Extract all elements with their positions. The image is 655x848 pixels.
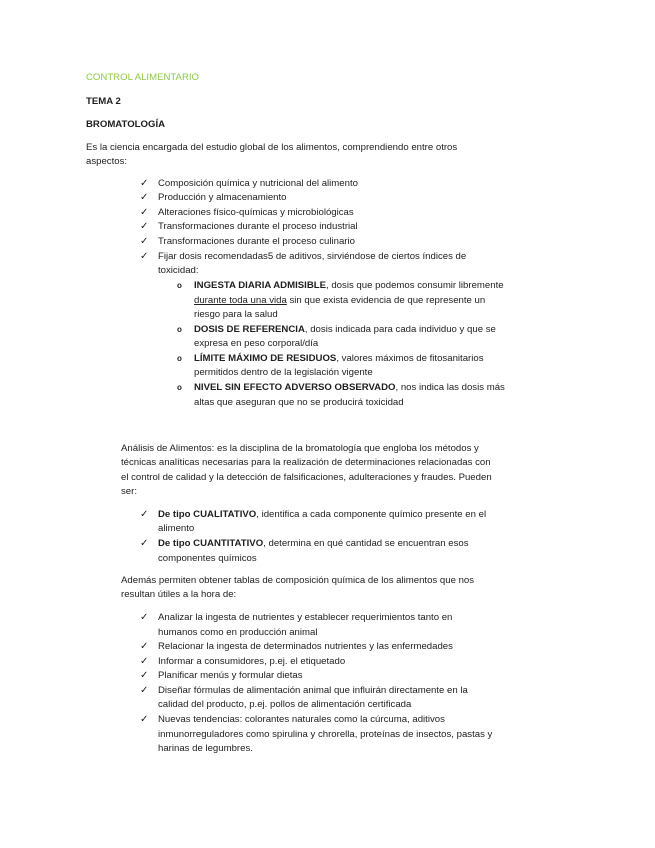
- aspect-item: Composición química y nutricional del alimento: [158, 178, 358, 189]
- index-noael: NIVEL SIN EFECTO ADVERSO OBSERVADO, nos indica las dosis más: [194, 382, 505, 393]
- bullet-icon: o: [177, 354, 182, 363]
- check-icon: ✓: [140, 714, 149, 725]
- check-icon: ✓: [140, 612, 149, 623]
- uso-item: Diseñar fórmulas de alimentación animal que influirán directamente en la: [158, 685, 468, 696]
- aspect-item: Fijar dosis recomendadas5 de aditivos, sirviéndose de ciertos índices de: [158, 251, 467, 262]
- intro-line-2: aspectos:: [86, 156, 128, 167]
- aspect-item: Producción y almacenamiento: [158, 192, 287, 203]
- check-icon: ✓: [140, 656, 149, 667]
- ademas-line-2: resultan útiles a la hora de:: [121, 589, 237, 600]
- aspect-item-cont: toxicidad:: [158, 265, 199, 276]
- tipo-cualitativo: De tipo CUALITATIVO, identifica a cada componente químico presente en el: [158, 509, 487, 520]
- uso-item: Nuevas tendencias: colorantes naturales como la cúrcuma, aditivos: [158, 714, 445, 725]
- check-icon: ✓: [140, 236, 149, 247]
- uso-item: Planificar menús y formular dietas: [158, 670, 303, 681]
- uso-item: Relacionar la ingesta de determinados nutrientes y las enfermedades: [158, 641, 453, 652]
- aspect-item: Transformaciones durante el proceso industrial: [158, 221, 358, 232]
- bullet-icon: o: [177, 383, 182, 392]
- bullet-icon: o: [177, 281, 182, 290]
- uso-item-cont: humanos como en producción animal: [158, 627, 318, 638]
- uso-item-cont: inmunorreguladores como spirulina y chrorella, proteínas de insectos, pastas y: [158, 729, 493, 740]
- analisis-line-2: técnicas analíticas necesarias para la realización de determinaciones relacionadas con: [121, 457, 491, 468]
- index-ida-cont: riesgo para la salud: [194, 309, 278, 320]
- check-icon: ✓: [140, 641, 149, 652]
- uso-item: Informar a consumidores, p.ej. el etiquetado: [158, 656, 346, 667]
- check-icon: ✓: [140, 221, 149, 232]
- index-ida: INGESTA DIARIA ADMISIBLE, dosis que podemos consumir libremente: [194, 280, 504, 291]
- index-ida-cont: durante toda una vida sin que exista evidencia de que represente un: [194, 295, 486, 306]
- index-lmr-cont: permitidos dentro de la legislación vigente: [194, 367, 373, 378]
- index-noael-cont: altas que aseguran que no se producirá toxicidad: [194, 397, 404, 408]
- tema-heading: TEMA 2: [86, 96, 121, 107]
- check-icon: ✓: [140, 192, 149, 203]
- uso-item-cont: harinas de legumbres.: [158, 743, 253, 754]
- check-icon: ✓: [140, 207, 149, 218]
- check-icon: ✓: [140, 509, 149, 520]
- tipo-cuantitativo: De tipo CUANTITATIVO, determina en qué cantidad se encuentran esos: [158, 538, 469, 549]
- intro-line-1: Es la ciencia encargada del estudio global de los alimentos, comprendiendo entre otros: [86, 142, 458, 153]
- subject-heading: BROMATOLOGÍA: [86, 119, 166, 130]
- index-dr: DOSIS DE REFERENCIA, dosis indicada para cada individuo y que se: [194, 324, 496, 335]
- uso-item: Analizar la ingesta de nutrientes y establecer requerimientos tanto en: [158, 612, 453, 623]
- aspect-item: Transformaciones durante el proceso culinario: [158, 236, 355, 247]
- check-icon: ✓: [140, 251, 149, 262]
- check-icon: ✓: [140, 178, 149, 189]
- check-icon: ✓: [140, 538, 149, 549]
- bullet-icon: o: [177, 325, 182, 334]
- ademas-line-1: Además permiten obtener tablas de composición química de los alimentos que nos: [121, 575, 475, 586]
- analisis-line-4: ser:: [121, 486, 137, 497]
- check-icon: ✓: [140, 670, 149, 681]
- uso-item-cont: calidad del producto, p.ej. pollos de alimentación certificada: [158, 699, 412, 710]
- index-lmr: LÍMITE MÁXIMO DE RESIDUOS, valores máximos de fitosanitarios: [194, 353, 484, 364]
- analisis-line-1: Análisis de Alimentos: es la disciplina de la bromatología que engloba los métodos y: [121, 443, 479, 454]
- tipo-cuantitativo-cont: componentes químicos: [158, 553, 257, 564]
- analisis-line-3: el control de calidad y la detección de falsificaciones, adulteraciones y fraudes. Pueden: [121, 472, 492, 483]
- tipo-cualitativo-cont: alimento: [158, 523, 195, 534]
- check-icon: ✓: [140, 685, 149, 696]
- index-dr-cont: expresa en peso corporal/día: [194, 338, 319, 349]
- course-title: CONTROL ALIMENTARIO: [86, 72, 200, 83]
- aspect-item: Alteraciones físico-químicas y microbiológicas: [158, 207, 354, 218]
